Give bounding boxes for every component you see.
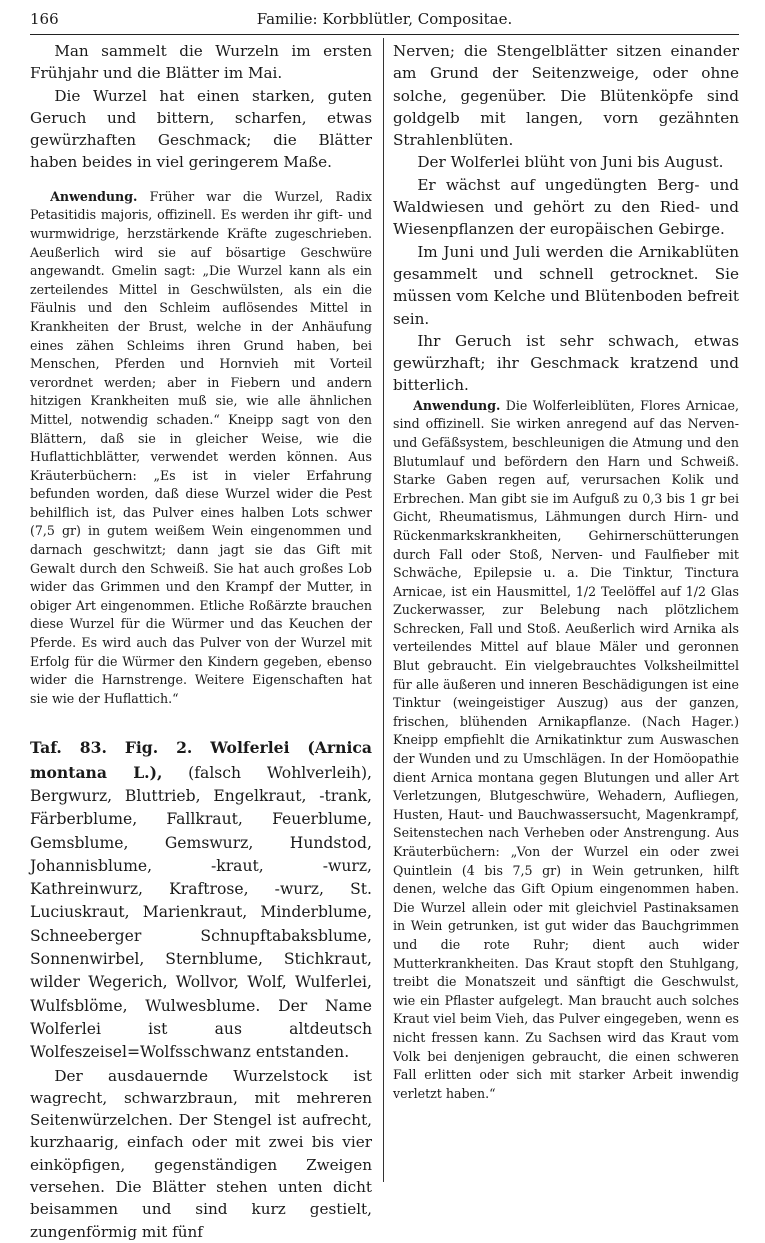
left-column	[30, 40, 373, 1241]
paragraph-flowering: Der Wolferlei blüht von Juni bis August.	[417, 153, 724, 172]
usage-label: Anwendung.	[50, 188, 138, 204]
right-column	[393, 40, 739, 1190]
usage-text: Früher war die Wurzel, Radix Petasitidis majoris, offizinell. Es werden ihr gift- und wurmwidrige, herzstärkende Kräfte zugeschrieben. Aeußerlich wird sie auf bösartige Geschwüre angewandt. Gmelin sagt: „Die Wurzel kann als ein zerteilendes Mittel in Geschwülsten, als ein die Fäulnis und den Schleim auflösendes Mittel in Krankheiten der Brust, welche in der Anhäufung eines zähen Schleims ihren Grund haben, bei Menschen, Pferden und Hornvieh mit Vorteil verordnet werden; aber in Fiebern und andern hitzigen Krankheiten muß sie, wie alle ähnlichen Mittel, notwendig schaden.“ Kneipp sagt von den Blättern, daß sie in gleicher Weise, wie die Huflattichblätter, verwendet werden können. Aus Kräuterbüchern: „Es ist in vieler Erfahrung befunden worden, daß diese Wurzel wider die Pest behilflich ist, das Pulver eines halben Lots schwer (7,5 gr) in gutem weißem Wein eingenommen und darnach geschwitzt; dann jagt sie das Gift mit Gewalt durch den Schweiß. Sie hat auch großes Lob wider das Grimmen und den Krampf der Mutter, in obiger Art eingenommen. Etliche Roßärzte brauchen diese Wurzel für die Würmer und das Keuchen der Pferde. Es wird auch das Pulver von der Wurzel mit Erfolg für die Würmer den Kindern gegeben, ebenso wider die Harnstrenge. Weitere Eigenschaften hat sie wie der Huflattich.“	[30, 188, 372, 706]
paragraph-harvest: Man sammelt die Wurzeln im ersten Frühjahr und die Blätter im Mai.	[30, 42, 372, 83]
running-title: Familie: Korbblütler, Compositae.	[256, 10, 513, 28]
paragraph-usage	[30, 188, 372, 709]
paragraph-smell-taste-arnica: Ihr Geruch ist sehr schwach, etwas gewürzhaft; ihr Geschmack kratzend und bitterlich.	[393, 331, 739, 395]
paragraph-arnica-heading	[30, 736, 372, 1064]
paragraph-smell-taste: Die Wurzel hat einen starken, guten Geruch und bittern, scharfen, etwas gewürzhaften Geschmack; die Blätter haben beides in viel geringerem Maße.	[30, 86, 372, 172]
column-divider	[383, 38, 384, 1182]
page-number: 166	[30, 10, 59, 28]
usage-text-arnica: Die Wolferleiblüten, Flores Arnicae, sind offizinell. Sie wirken anregend auf das Nerven- und Gefäßsystem, beschleunigen die Atmung und den Blutumlauf und befördern den Harn und Schweiß. Starke Gaben regen auf, verursachen Kolik und Erbrechen. Man gibt sie im Aufguß zu 0,3 bis 1 gr bei Gicht, Rheumatismus, Lähmungen durch Hirn- und Rückenmarkskrankheiten, Gehirnerschütterungen durch Fall oder Stoß, Nerven- und Faulfieber mit Schwäche, Epilepsie u. a. Die Tinktur, Tinctura Arnicae, ist ein Hausmittel, 1/2 Teelöffel auf 1/2 Glas Zuckerwasser, zur Belebung nach plötzlichem Schrecken, Fall und Stoß. Aeußerlich wird Arnika als verteilendes Mittel auf blaue Mäler und geronnen Blut gebraucht. Ein vielgebrauchtes Volksheilmittel für alle äußeren und inneren Beschädigungen ist eine Tinktur (weingeistiger Auszug) aus der ganzen, frischen, blühenden Arnikapflanze. (Nach Hager.) Kneipp empfiehlt die Arnikatinktur zum Auswaschen der Wunden und zu Umschlägen. In der Homöopathie dient Arnica montana gegen Blutungen und aller Art Verletzungen, Blutgeschwüre, Wehadern, Aufliegen, Husten, Haut- und Bauchwassersucht, Magenkrampf, Seitenstechen nach Verheben oder Anstrengung. Aus Kräuterbüchern: „Von der Wurzel ein oder zwei Quintlein (4 bis 7,5 gr) in Wein getrunken, hilft denen, welche das Gift Opium eingenommen haben. Die Wurzel allein oder mit gleichviel Pastinaksamen in Wein getrunken, ist gut wider das Bauchgrimmen und die rote Ruhr; dient auch wider Mutterkrankheiten. Das Kraut stopft den Stuhlgang, treibt die Monatszeit und sänftigt die Geschwulst, wie ein Pflaster aufgelegt. Man braucht auch solches Kraut viel beim Vieh, das Pulver eingegeben, wenn es nicht fressen kann. Zu Sachsen wird das Kraut vom Volk bei denjenigen gebraucht, die einen schweren Fall erlitten oder sich mit starker Arbeit inwendig verletzt haben.“	[393, 397, 739, 1101]
page-header	[30, 8, 739, 35]
paragraph-leaves-flowers: Nerven; die Stengelblätter sitzen einander am Grund der Seitenzweige, oder ohne solche, gegenüber. Die Blütenköpfe sind goldgelb mit langen, vorn gezähnten Strahlenblüten.	[393, 42, 739, 150]
paragraph-arnica-description: Der ausdauernde Wurzelstock ist wagrecht, schwarzbraun, mit mehreren Seitenwürzelchen. Der Stengel ist aufrecht, kurzhaarig, einfach oder mit zwei bis vier einköpfigen, gegenständigen Zweigen versehen. Die Blätter stehen unten dicht beisammen und sind kurz gestielt, zungenförmig mit fünf	[30, 1066, 372, 1241]
paragraph-usage-arnica	[393, 397, 739, 1104]
arnica-heading: Taf. 83. Fig. 2. Wolferlei (Arnica montana L.),	[30, 738, 372, 782]
paragraph-collection: Im Juni und Juli werden die Arnikablüten gesammelt und schnell getrocknet. Sie müssen vom Kelche und Blütenboden befreit sein.	[393, 242, 739, 328]
paragraph-habitat: Er wächst auf ungedüngten Berg- und Waldwiesen und gehört zu den Ried- und Wiesenpflanzen der europäischen Gebirge.	[393, 175, 739, 239]
usage-label-arnica: Anwendung.	[413, 397, 501, 413]
arnica-synonyms: (falsch Wohlverleih), Bergwurz, Bluttrieb, Engelkraut, -trank, Färberblume, Fallkraut, Feuerblume, Gemsblume, Gemswurz, Hundstod, Johannisblume, -kraut, -wurz, Kathreinwurz, Kraftrose, -wurz, St. Luciuskraut, Marienkraut, Minderblume, Schneeberger Schnupftabaksblume, Sonnenwirbel, Sternblume, Stichkraut, wilder Wegerich, Wollvor, Wolf, Wulferlei, Wulfsblöme, Wulwesblume. Der Name Wolferlei ist aus altdeutsch Wolfeszeisel=Wolfsschwanz entstanden.	[30, 763, 373, 1062]
